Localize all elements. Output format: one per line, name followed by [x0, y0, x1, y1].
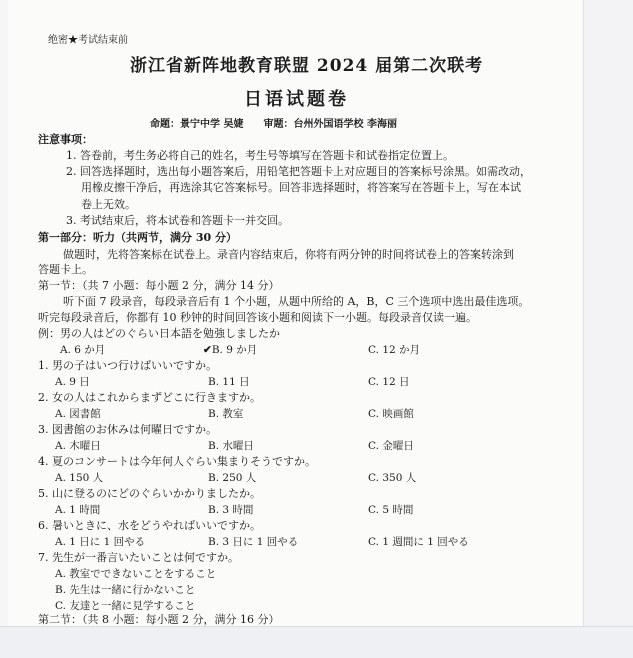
option-a: A. 9 日	[55, 376, 90, 388]
option-b: B. 250 人	[208, 472, 257, 484]
option-b: B. 先生は一緒に行かないこと	[55, 584, 196, 596]
option-a: A. 1 時間	[55, 504, 101, 516]
side-panel	[583, 0, 633, 626]
question-text: 例：男の人はどのぐらい日本語を勉強しましたか	[38, 327, 280, 340]
question-text: 5. 山に登るのにどのぐらいかかりましたか。	[38, 487, 261, 500]
question-text: 3. 図書館のお休みは何曜日ですか。	[38, 423, 217, 436]
option-b: B. 教室	[208, 408, 244, 420]
option-b: B. 水曜日	[208, 440, 254, 452]
question-text: 1. 男の子はいつ行けばいいですか。	[38, 359, 217, 372]
proposer: 命题：景宁中学 吴婕	[150, 119, 244, 130]
option-c: C. 12 か月	[368, 344, 421, 356]
option-c: C. 350 人	[368, 472, 417, 484]
exam-page	[8, 0, 582, 626]
option-b-checked	[203, 343, 257, 357]
bottom-toolbar	[0, 626, 633, 658]
note-item: 2. 回答选择题时，选出每小题答案后，用铅笔把答题卡上对应题目的答案标号涂黑。如需改动，	[66, 165, 531, 178]
section1-heading: 第一节：（共 7 小题：每小题 2 分，满分 14 分）	[38, 279, 280, 292]
note-item: 3. 考试结束后，将本试卷和答题卡一并交回。	[66, 214, 289, 227]
option-c: C. 映画館	[368, 408, 414, 420]
part1-heading: 第一部分：听力（共两节，满分 30 分）	[38, 231, 237, 244]
reviewer: 审题：台州外国语学校 李海丽	[263, 119, 397, 130]
option-a: A. 6 か月	[60, 344, 106, 356]
option-c: C. 12 日	[368, 376, 410, 388]
question-text: 7. 先生が一番言いたいことは何ですか。	[38, 551, 239, 564]
option-c: C. 金曜日	[368, 440, 414, 452]
note-item: 卷上无效。	[81, 198, 136, 211]
section1-instruction: 听完每段录音后，你都有 10 秒钟的时间回答该小题和阅读下一小题。每段录音仅读一遍。	[38, 311, 477, 324]
section1-instruction: 听下面 7 段录音，每段录音后有 1 个小题，从题中所给的 A，B，C 三个选项中选出最佳选项。	[63, 295, 530, 308]
question-text: 6. 暑いときに、水をどうやればいいですか。	[38, 519, 261, 532]
exam-subject-title: 日语试题卷	[244, 89, 349, 110]
note-item: 1. 答卷前，考生务必将自己的姓名，考生号等填写在答题卡和试卷指定位置上。	[66, 149, 454, 162]
option-a: A. 木曜日	[55, 440, 101, 452]
option-b: B. 3 時間	[208, 504, 254, 516]
author-line	[150, 118, 397, 132]
part1-instruction: 做题时，先将答案标在试卷上。录音内容结束后，你将有两分钟的时间将试卷上的答案转涂到	[63, 248, 514, 261]
option-c: C. 友達と一緒に見学すること	[55, 600, 196, 612]
option-c: C. 1 週間に 1 回やる	[368, 536, 469, 548]
option-a: A. 1 日に 1 回やる	[55, 536, 146, 548]
confidential-label: 绝密★考试结束前	[48, 35, 128, 46]
check-mark-icon: ✔	[203, 344, 212, 356]
note-item: 用橡皮擦干净后，再选涂其它答案标号。回答非选择题时，将答案写在答题卡上，写在本试	[81, 181, 521, 194]
option-b-label: B. 9 か月	[211, 344, 258, 356]
option-b: B. 11 日	[208, 376, 250, 388]
option-b: B. 3 日に 1 回やる	[208, 536, 299, 548]
part1-instruction: 答题卡上。	[38, 263, 93, 276]
option-a: A. 教室でできないことをすること	[55, 568, 217, 580]
option-c: C. 5 時間	[368, 504, 414, 516]
notes-heading: 注意事项：	[38, 133, 93, 146]
section2-heading: 第二节：（共 8 小题：每小题 2 分，满分 16 分）	[38, 613, 280, 626]
question-text: 2. 女の人はこれからまずどこに行きますか。	[38, 391, 261, 404]
option-a: A. 図書館	[55, 408, 101, 420]
exam-title: 浙江省新阵地教育联盟 2024 届第二次联考	[130, 56, 484, 76]
question-text: 4. 夏のコンサートは今年何人ぐらい集まりそうですか。	[38, 455, 316, 468]
option-a: A. 150 人	[55, 472, 104, 484]
